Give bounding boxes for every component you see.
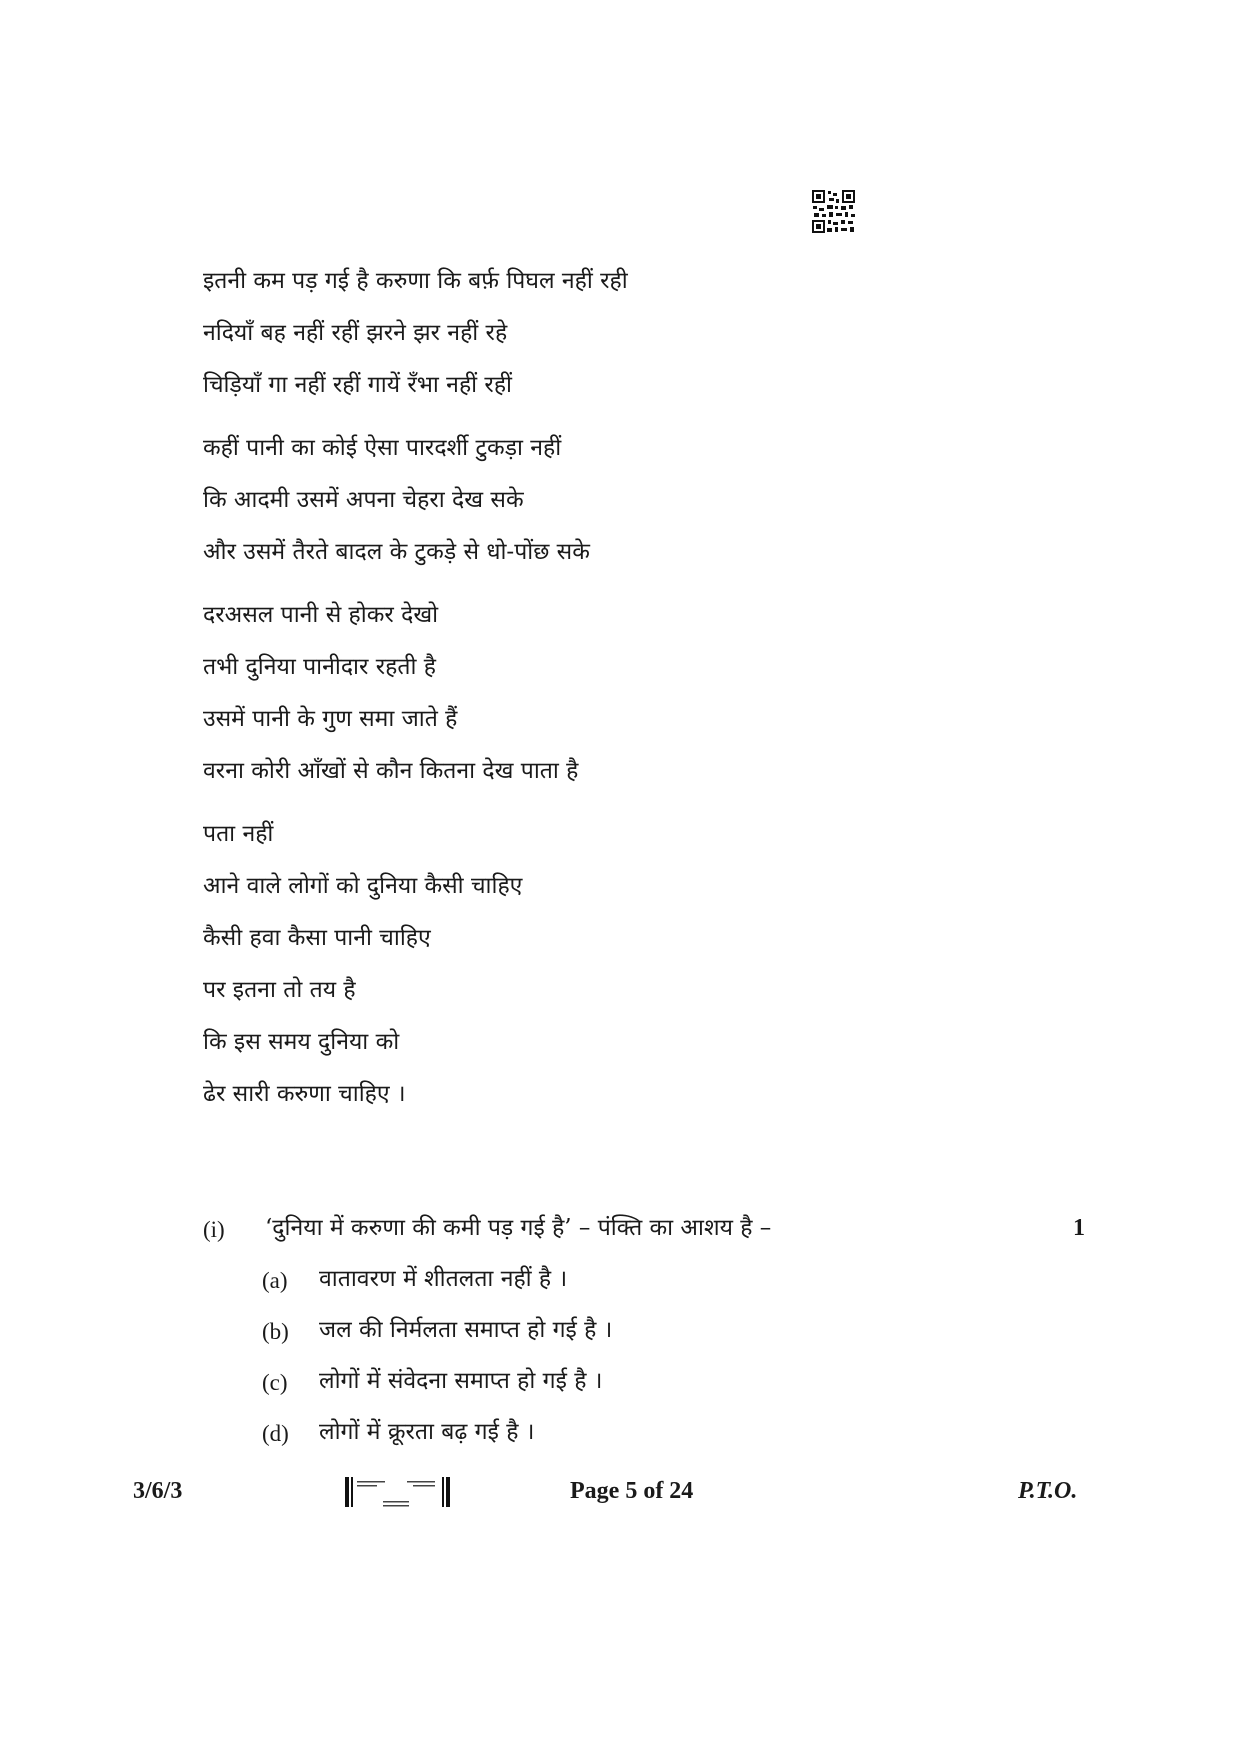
poem-line: कि आदमी उसमें अपना चेहरा देख सके [203,487,524,513]
poem-line: और उसमें तैरते बादल के टुकड़े से धो-पोंछ सके [203,539,590,565]
option-label: (b) [262,1319,289,1344]
option-text: जल की निर्मलता समाप्त हो गई है । [319,1317,613,1343]
poem-line: उसमें पानी के गुण समा जाते हैं [203,706,458,732]
page-number: Page 5 of 24 [570,1478,694,1504]
pto-text: P.T.O. [1018,1478,1078,1504]
question [203,1215,1103,1241]
poem-line: पता नहीं [203,821,274,847]
poem-stanza [203,821,1003,1107]
poem-line: कैसी हवा कैसा पानी चाहिए [203,925,431,951]
paper-code: 3/6/3 [133,1478,183,1504]
option-label: (c) [262,1370,288,1395]
option-text: लोगों में क्रूरता बढ़ गई है । [319,1419,535,1445]
poem-stanza [203,435,1003,565]
question-number: (i) [203,1217,225,1242]
poem-line: तभी दुनिया पानीदार रहती है [203,654,436,680]
poem-line: इतनी कम पड़ गई है करुणा कि बर्फ़ पिघल नहीं रही [203,268,628,294]
poem-line: पर इतना तो तय है [203,977,356,1003]
poem-stanza [203,268,1003,398]
page-footer [0,1475,1241,1509]
poem [203,268,1003,1144]
question-marks: 1 [1073,1215,1085,1241]
option-text: लोगों में संवेदना समाप्त हो गई है । [319,1368,603,1394]
question-text: ‘दुनिया में करुणा की कमी पड़ गई है’ – पंक्ति का आशय है – [265,1215,772,1241]
poem-line: कहीं पानी का कोई ऐसा पारदर्शी टुकड़ा नहीं [203,435,562,461]
poem-line: दरअसल पानी से होकर देखो [203,602,439,628]
poem-line: वरना कोरी आँखों से कौन कितना देख पाता है [203,758,579,784]
poem-line: चिड़ियाँ गा नहीं रहीं गायें रँभा नहीं रहीं [203,372,513,398]
poem-line: आने वाले लोगों को दुनिया कैसी चाहिए [203,873,523,899]
option-label: (d) [262,1421,289,1446]
barcode-icon [345,1475,450,1509]
poem-line: कि इस समय दुनिया को [203,1029,400,1055]
poem-line: ढेर सारी करुणा चाहिए । [203,1081,406,1107]
option-text: वातावरण में शीतलता नहीं है । [319,1266,568,1292]
poem-line: नदियाँ बह नहीं रहीं झरने झर नहीं रहे [203,320,508,346]
qr-code-icon [811,189,856,234]
option-label: (a) [262,1268,288,1293]
poem-stanza [203,602,1003,784]
